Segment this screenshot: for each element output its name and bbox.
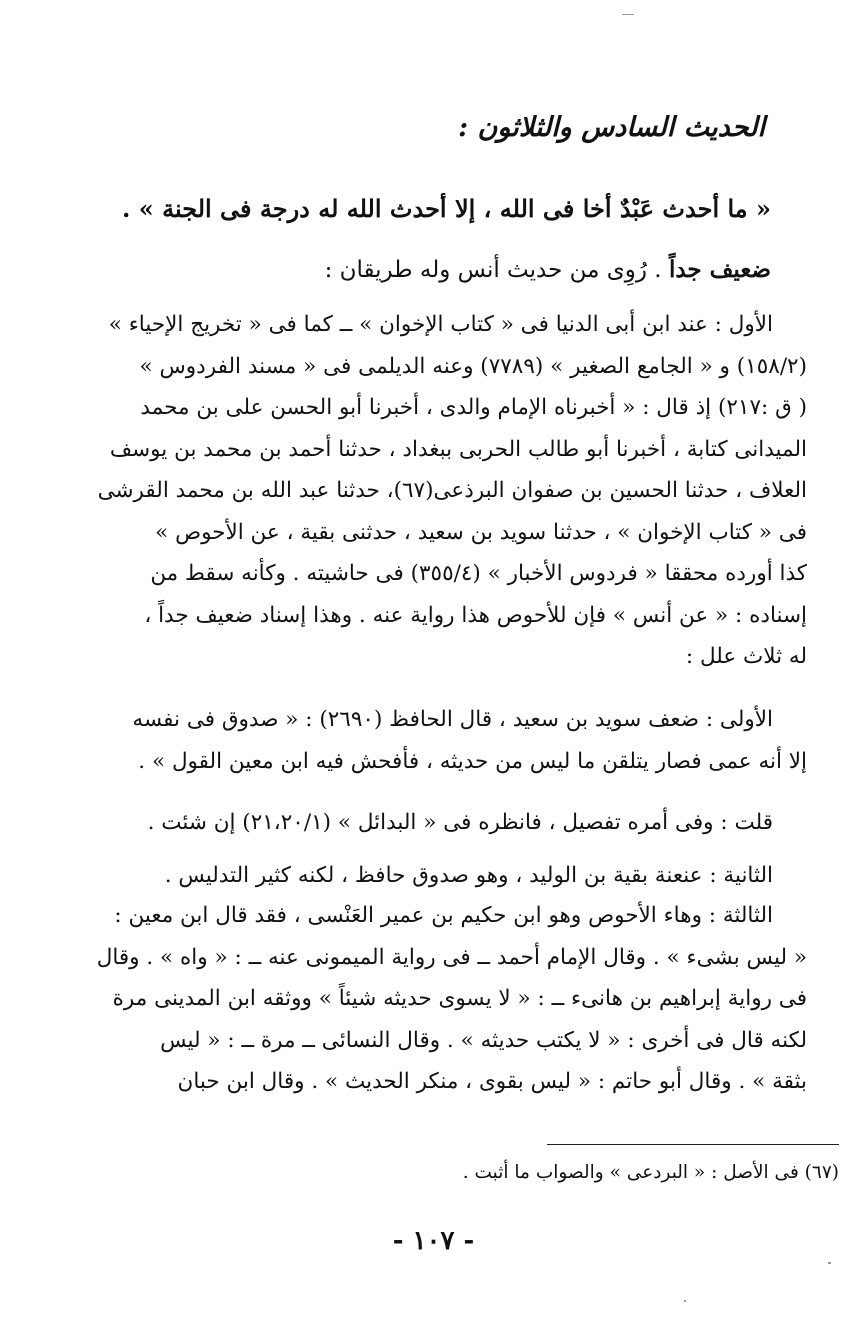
text-line: كذا أورده محققا « فردوس الأخبار » (٣٥٥/٤) فى حاشيته . وكأنه سقط من [150, 561, 807, 586]
text-line: له ثلاث علل : [685, 644, 807, 669]
text-line: « ليس بشىء » . وقال الإمام أحمد ــ فى رواية الميمونى عنه ــ : « واه » . وقال [96, 944, 807, 970]
hadith-text: « ما أحدث عَبْدٌ أخا فى الله ، إلا أحدث الله له درجة فى الجنة » . [122, 194, 771, 223]
paragraph-third-defect [40, 895, 807, 1103]
text-line: الثانية : عنعنة بقية بن الوليد ، وهو صدوق حافظ ، لكنه كثير التدليس . [164, 863, 773, 888]
text-line: لكنه قال فى أخرى : « لا يكتب حديثه » . وقال النسائى ــ مرة ــ : « ليس [160, 1027, 807, 1053]
scan-speck [684, 1300, 686, 1302]
text-line: الميدانى كتابة ، أخبرنا أبو طالب الحربى ببغداد ، حدثنا أحمد بن محمد بن يوسف [109, 436, 807, 462]
text-line: الثالثة : وهاء الأحوص وهو ابن حكيم بن عمير العَنْسى ، فقد قال ابن معين : [114, 903, 773, 928]
paragraph-first-defect [40, 699, 807, 782]
grade-label: ضعيف جداً [668, 256, 771, 283]
hadith-heading: الحديث السادس والثلاثون : [458, 112, 765, 143]
text-line: فى رواية إبراهيم بن هانىء ــ : « لا يسوى حديثه شيئاً » ووثقه ابن المدينى مرة [112, 986, 807, 1011]
text-line: الأول : عند ابن أبى الدنيا فى « كتاب الإخوان » ــ كما فى « تخريج الإحياء » [108, 312, 773, 337]
text-line: (١٥٨/٢) و « الجامع الصغير » (٧٧٨٩) وعنه الديلمى فى « مسند الفردوس » [139, 353, 807, 379]
text-line: إسناده : « عن أنس » فإن للأحوص هذا رواية عنه . وهذا إسناد ضعيف جداً ، [144, 602, 807, 628]
text-line: بثقة » . وقال أبو حاتم : « ليس بقوى ، منكر الحديث » . وقال ابن حبان [177, 1069, 807, 1094]
page-number: - ١٠٧ - [392, 1226, 475, 1256]
scan-speck [622, 14, 634, 15]
text-line: الأولى : ضعف سويد بن سعيد ، قال الحافظ (٢٦٩٠) : « صدوق فى نفسه [132, 707, 773, 732]
text-line: ( ق :٢١٧) إذ قال : « أخبرناه الإمام والدى ، أخبرنا أبو الحسن على بن محمد [140, 395, 807, 420]
text-line: العلاف ، حدثنا الحسين بن صفوان البرذعى(٦٧)، حدثنا عبد الله بن محمد القرشى [97, 478, 807, 503]
footnote: (٦٧) فى الأصل : « البردعى » والصواب ما أثبت . [462, 1162, 839, 1183]
grade-text: . رُوِى من حديث أنس وله طريقان : [324, 257, 662, 283]
grade-line [40, 248, 771, 292]
scan-speck [828, 1262, 831, 1264]
paragraph-first-chain [40, 304, 807, 678]
text-line: إلا أنه عمى فصار يتلقن ما ليس من حديثه ، فأفحش فيه ابن معين القول » . [138, 748, 807, 774]
text-line: فى « كتاب الإخوان » ، حدثنا سويد بن سعيد ، حدثنى بقية ، عن الأحوص » [155, 519, 807, 545]
paragraph-note [40, 802, 807, 844]
text-line: قلت : وفى أمره تفصيل ، فانظره فى « البدائل » (٢١،٢٠/١) إن شئت . [147, 810, 773, 835]
footnote-divider [547, 1144, 839, 1145]
paragraph-second-defect [40, 855, 807, 897]
